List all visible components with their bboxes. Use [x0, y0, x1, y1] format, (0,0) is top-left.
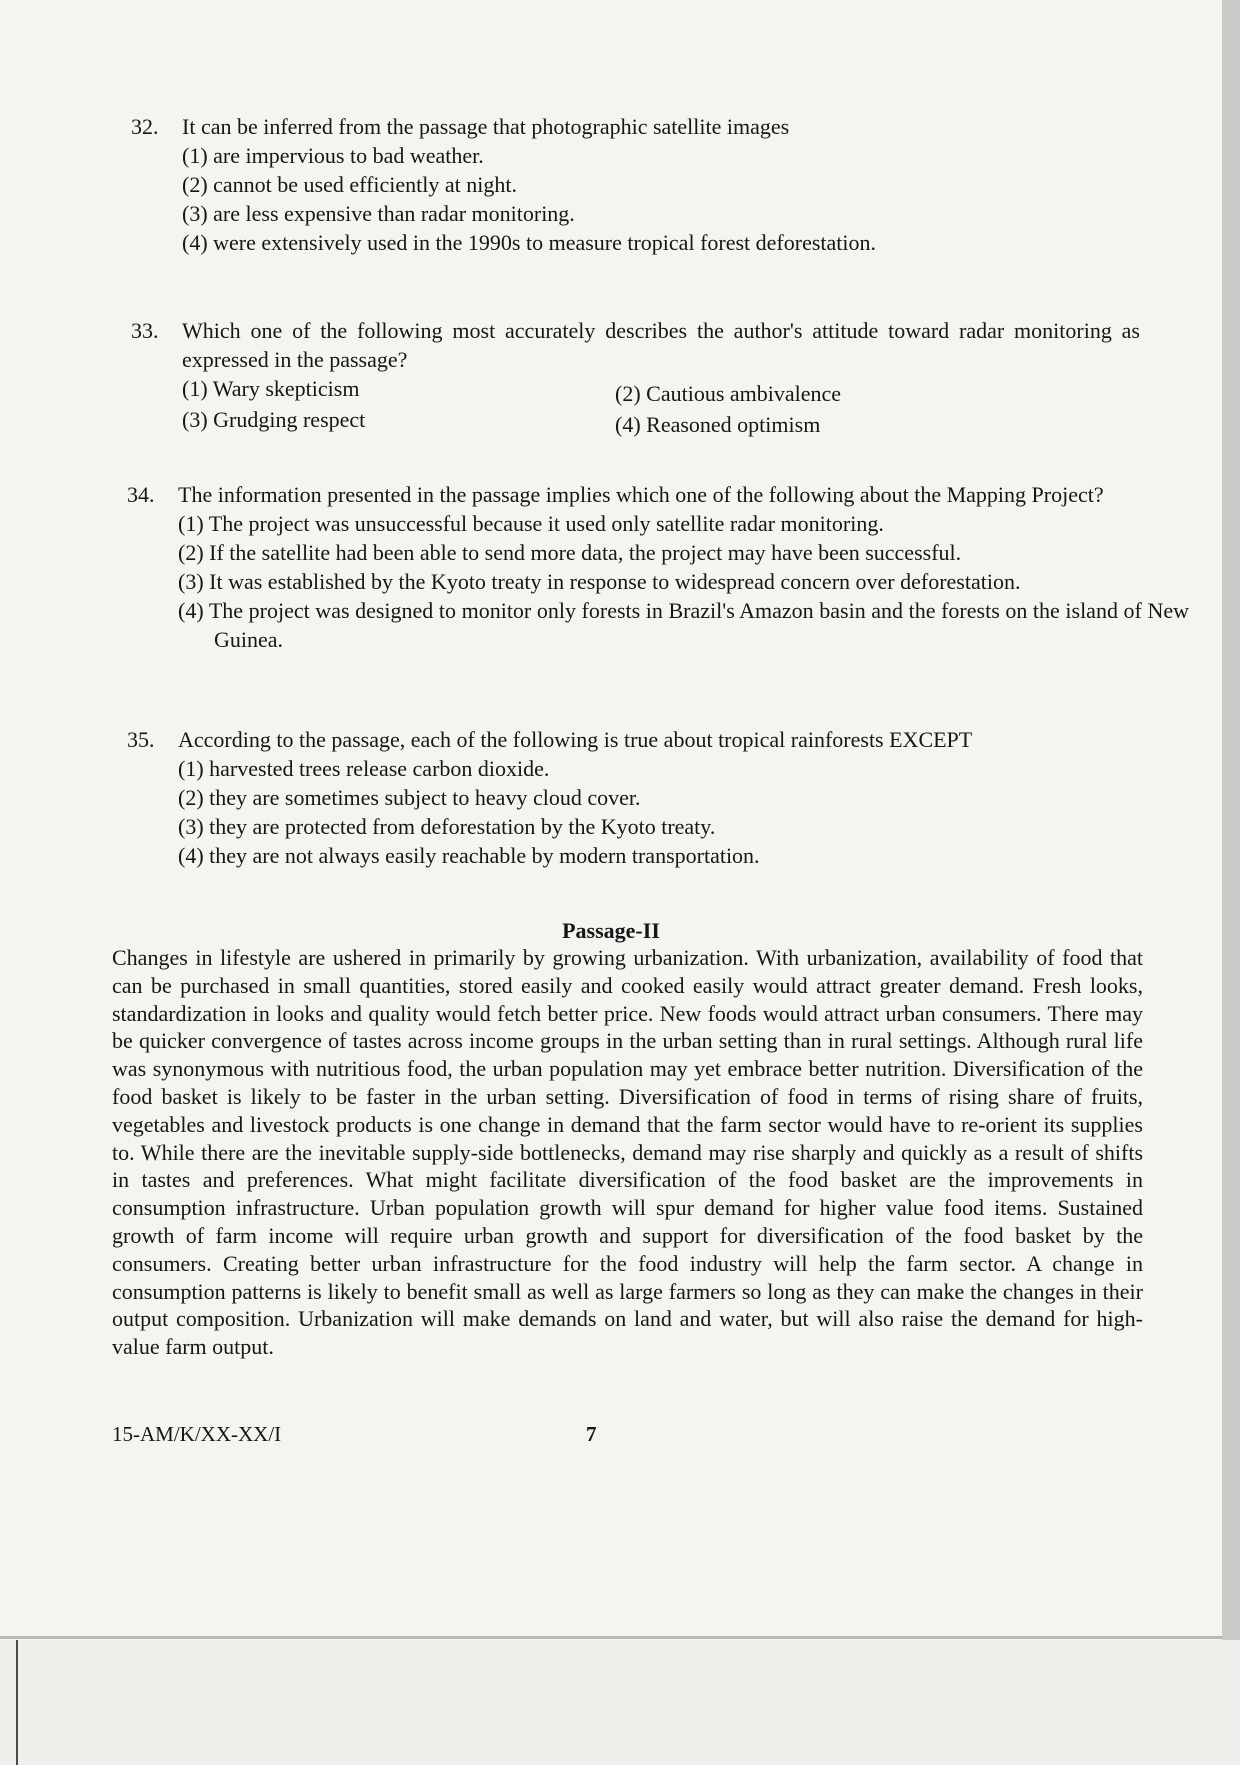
- question-number: 32.: [131, 114, 159, 139]
- answer-option: (1) Wary skepticism: [182, 376, 360, 401]
- scan-lower-margin: [0, 1640, 1240, 1765]
- answer-option: (1) are impervious to bad weather.: [182, 143, 484, 168]
- question-number: 35.: [127, 727, 155, 752]
- answer-options-row: [131, 374, 1140, 405]
- answer-option: (4) Reasoned optimism: [615, 412, 821, 437]
- answer-option: (2) If the satellite had been able to send more data, the project may have been successful.: [178, 540, 962, 565]
- answer-option: (4) they are not always easily reachable by modern transportation.: [178, 843, 760, 868]
- answer-option: (3) It was established by the Kyoto treaty in response to widespread concern over deforestation.: [178, 569, 1021, 594]
- passage-body: Changes in lifestyle are ushered in primarily by growing urbanization. With urbanization, availability of food that can be purchased in small quantities, stored easily and cooked easily would attract greater demand. Fresh looks, standardization in looks and quality would fetch better price. New foods would attract urban consumers. There may be quicker convergence of tastes across income groups in the urban setting than in rural settings. Although rural life was synonymous with nutritious food, the urban population may yet embrace better nutrition. Diversification of the food basket is likely to be faster in the urban setting. Diversification of food in terms of rising share of fruits, vegetables and livestock products is one change in demand that the farm sector would have to re-orient its supplies to. While there are the inevitable supply-side bottlenecks, demand may rise sharply and quickly as a result of shifts in tastes and preferences. What might facilitate diversification of the food basket are the improvements in consumption infrastructure. Urban population growth will spur demand for higher value food items. Sustained growth of farm income will require urban growth and support for diversification of the food basket by the consumers. Creating better urban infrastructure for the food industry will help the farm sector. A change in consumption patterns is likely to benefit small as well as large farmers so long as they can make the changes in their output composition. Urbanization will make demands on land and water, but will also raise the demand for high-value farm output.: [112, 945, 1143, 1360]
- answer-option: (3) are less expensive than radar monitoring.: [182, 201, 575, 226]
- question-text: The information presented in the passage implies which one of the following about the Mapping Project?: [178, 482, 1104, 507]
- scan-left-edge: [16, 1640, 18, 1765]
- question-number: 34.: [127, 482, 155, 507]
- passage-title: Passage-II: [562, 918, 660, 943]
- question-text: It can be inferred from the passage that photographic satellite images: [182, 114, 790, 139]
- scan-edge-shadow: [1222, 0, 1240, 1640]
- question-33: [131, 316, 1140, 436]
- question-35: [127, 725, 1178, 870]
- answer-option: (1) The project was unsuccessful because it used only satellite radar monitoring.: [178, 511, 884, 536]
- answer-option: (3) they are protected from deforestation by the Kyoto treaty.: [178, 814, 716, 839]
- answer-options-row: [131, 405, 1140, 436]
- answer-option: (4) were extensively used in the 1990s to measure tropical forest deforestation.: [182, 230, 876, 255]
- question-34: [127, 480, 1193, 654]
- answer-option: (1) harvested trees release carbon dioxide.: [178, 756, 550, 781]
- question-number: 33.: [131, 318, 159, 343]
- question-32: [131, 112, 1140, 257]
- answer-option: (2) they are sometimes subject to heavy cloud cover.: [178, 785, 641, 810]
- answer-option: (3) Grudging respect: [182, 407, 366, 432]
- question-text: Which one of the following most accurately describes the author's attitude toward radar monitoring as expressed in the passage?: [182, 318, 1140, 372]
- answer-option: (2) cannot be used efficiently at night.: [182, 172, 517, 197]
- question-text: According to the passage, each of the following is true about tropical rainforests EXCEPT: [178, 727, 973, 752]
- answer-option: (2) Cautious ambivalence: [615, 381, 842, 406]
- paper-code: 15-AM/K/XX-XX/I: [112, 1422, 282, 1446]
- answer-option: (4) The project was designed to monitor only forests in Brazil's Amazon basin and the forests on the island of New Guinea.: [178, 598, 1189, 652]
- page-number: 7: [586, 1422, 597, 1446]
